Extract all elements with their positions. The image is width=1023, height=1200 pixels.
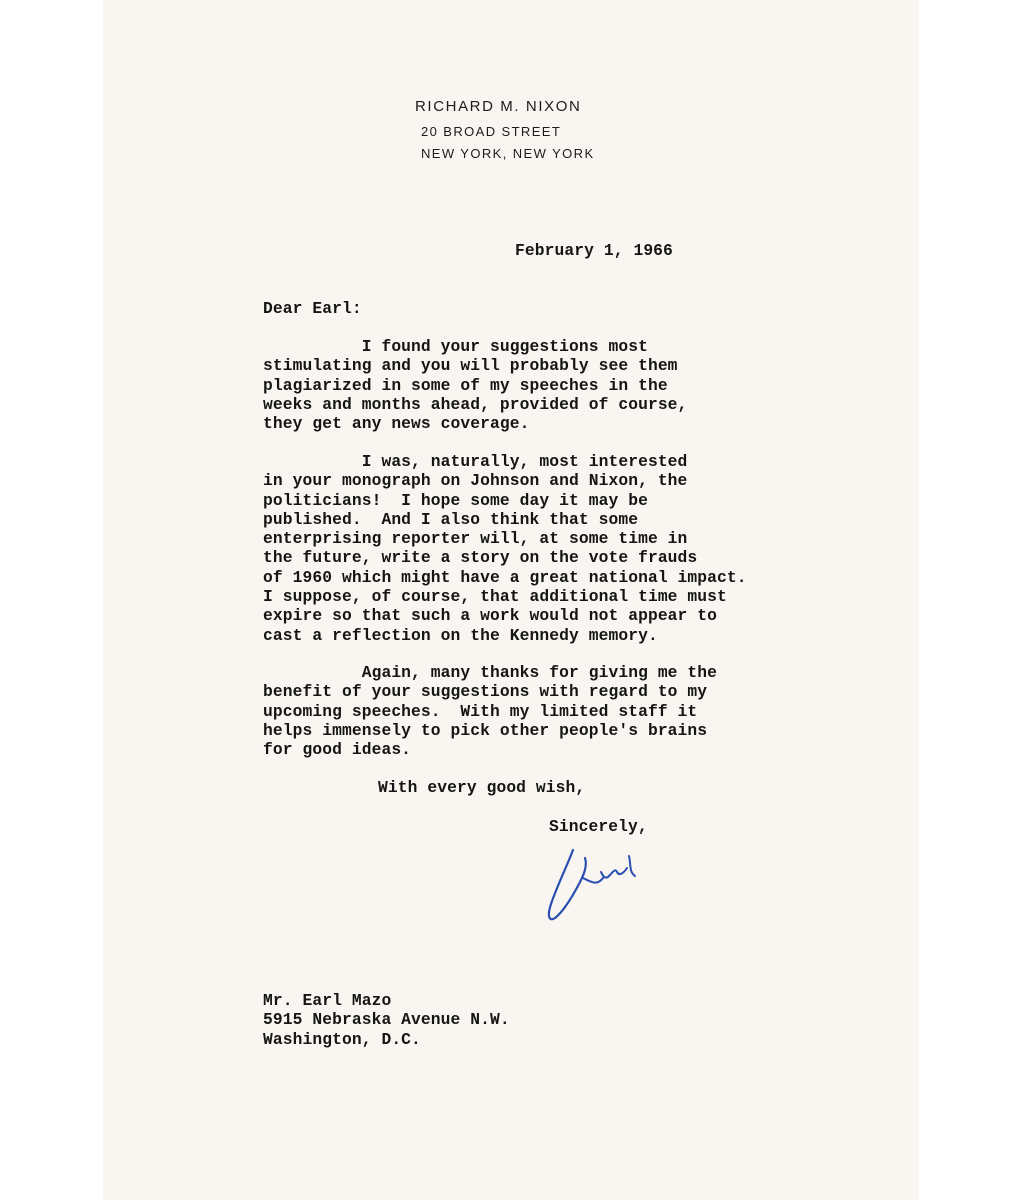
recipient-address [263, 991, 510, 1049]
recipient-name: Mr. Earl Mazo [263, 991, 392, 1010]
body-paragraph-3: Again, many thanks for giving me the benefit of your suggestions with regard to my upcoming speeches. With my limited staff it helps immensely to pick other people's brains for good ideas. [263, 663, 718, 760]
salutation: Dear Earl: [263, 299, 362, 318]
signoff: Sincerely, [549, 817, 648, 836]
closing-line: With every good wish, [378, 778, 586, 797]
recipient-street: 5915 Nebraska Avenue N.W. [263, 1010, 510, 1030]
letter-date: February 1, 1966 [515, 241, 673, 260]
recipient-city: Washington, D.C. [263, 1029, 421, 1049]
body-paragraph-1: I found your suggestions most stimulating and you will probably see them plagiarized in some of my speeches in the weeks and months ahead, provided of course, they get any news coverage. [263, 337, 688, 434]
body-paragraph-2: I was, naturally, most interested in your monograph on Johnson and Nixon, the politicians! I hope some day it may be published. And I also think that some enterprising reporter will, at some time in the future, write a story on the vote frauds of 1960 which might have a great national impact. I suppose, of course, that additional time must expire so that such a work would not appear to cast a reflection on the Kennedy memory. [263, 452, 747, 645]
letterhead-street: 20 BROAD STREET [421, 124, 562, 139]
letter-page [103, 0, 919, 1200]
signature [543, 842, 663, 928]
letterhead-name: RICHARD M. NIXON [415, 98, 582, 115]
letterhead-city: NEW YORK, NEW YORK [421, 146, 595, 161]
